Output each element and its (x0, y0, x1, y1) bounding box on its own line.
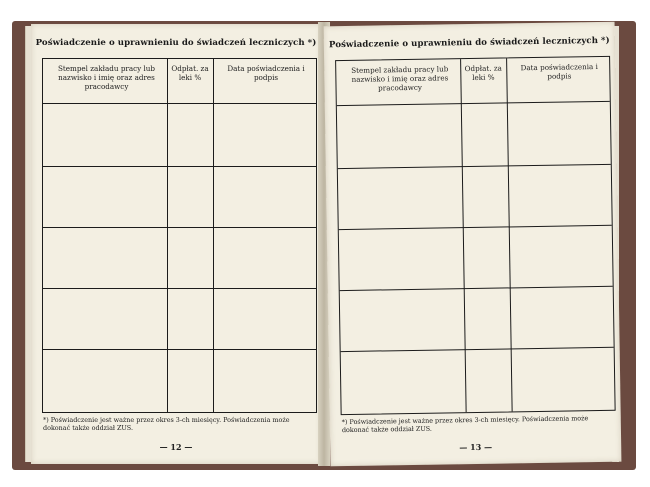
page-number: — 13 — (459, 441, 493, 453)
row-divider (43, 166, 316, 167)
row-divider (340, 286, 613, 291)
row-divider (43, 227, 316, 228)
page-title: Poświadczenie o uprawnieniu do świadczeń leczniczych *) (35, 38, 317, 48)
right-page (324, 22, 622, 467)
column-header-date: Data poświadczenia i podpis (227, 64, 305, 82)
column-divider (460, 59, 467, 412)
column-divider (167, 59, 168, 412)
row-divider (43, 349, 316, 350)
column-header-stamp: Stempel zakładu pracy lub nazwisko i imię oraz adres pracodawcy (351, 64, 449, 93)
column-header-date: Data poświadczenia i podpis (520, 62, 598, 81)
row-divider (341, 347, 614, 352)
column-divider (213, 59, 214, 412)
footnote: *) Poświadczenie jest ważne przez okres 3-ch miesięcy. Poświadczenia może dokonać także oddział ZUS. (43, 416, 290, 433)
column-header-payment: Odpłat. za leki % (464, 63, 502, 82)
left-page (31, 24, 321, 464)
table-header (336, 57, 610, 106)
row-divider (338, 164, 611, 169)
footnote: *) Poświadczenie jest ważne przez okres 3-ch miesięcy. Poświadczenia może dokonać także oddział ZUS. (341, 414, 589, 435)
row-divider (43, 288, 316, 289)
table-header (43, 59, 316, 104)
column-header-payment: Odpłat. za leki % (171, 64, 209, 82)
column-header-stamp: Stempel zakładu pracy lub nazwisko i imię oraz adres pracodawcy (57, 64, 156, 91)
page-title: Poświadczenie o uprawnieniu do świadczeń leczniczych *) (328, 35, 610, 51)
certification-table (42, 58, 317, 413)
certification-table (335, 56, 616, 415)
row-divider (339, 225, 612, 230)
page-number: — 12 — (159, 442, 193, 452)
column-divider (506, 58, 513, 411)
